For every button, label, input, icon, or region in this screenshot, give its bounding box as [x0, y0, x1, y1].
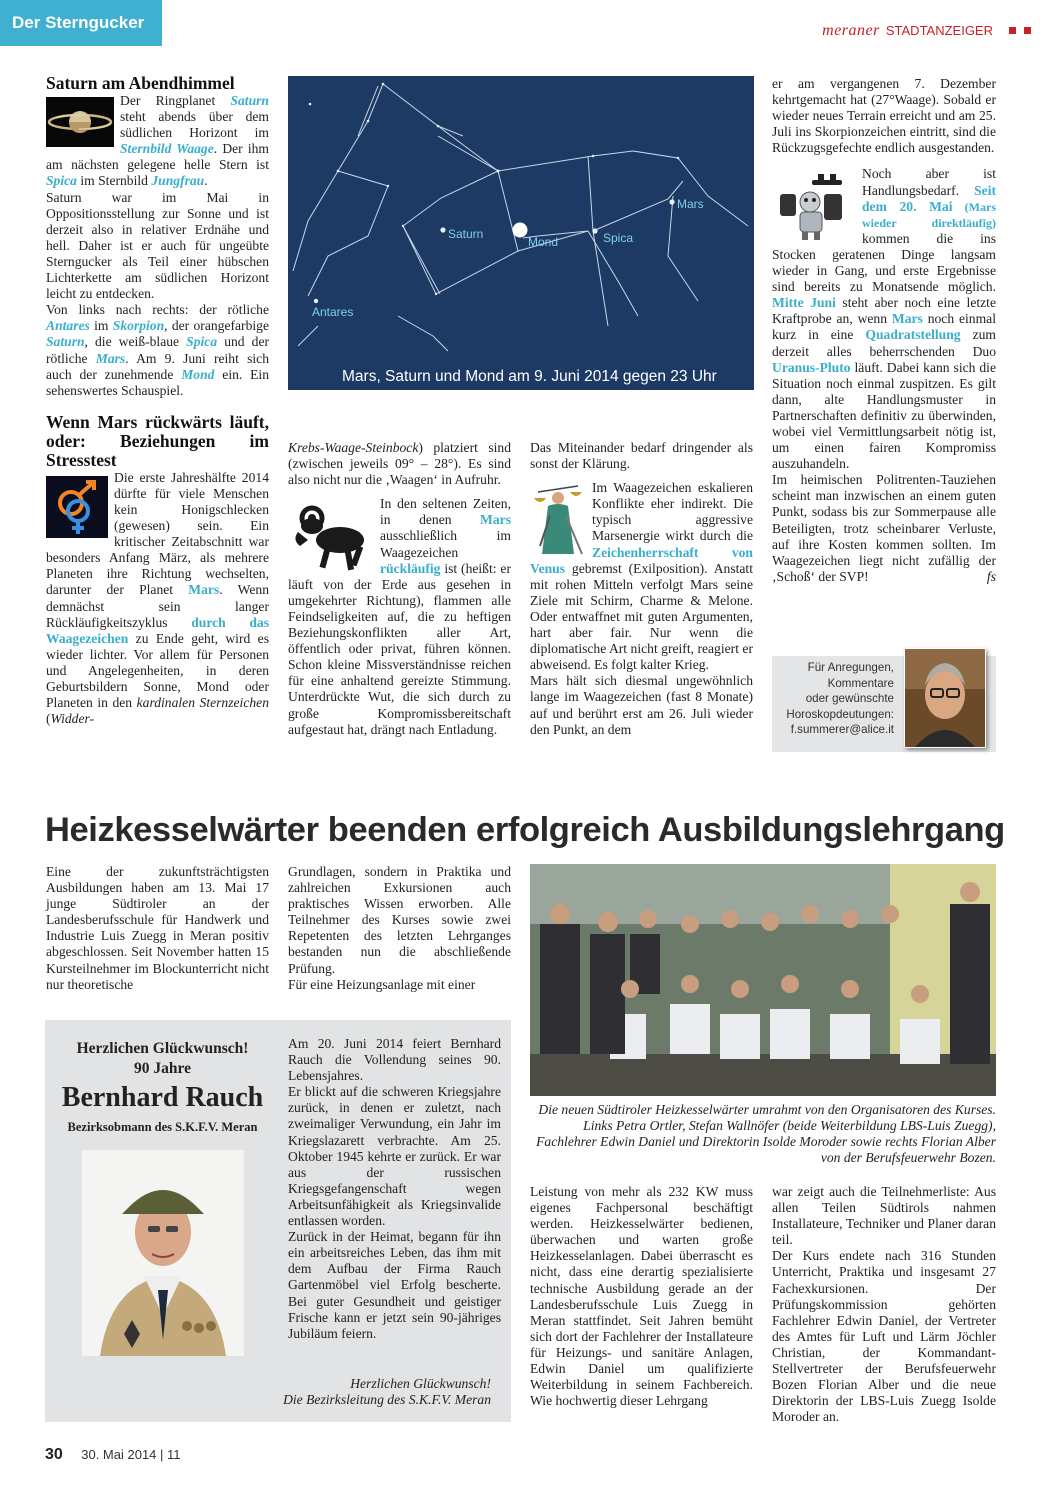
- para-col3-1: Das Miteinander bedarf dringender als sonst der Klärung.: [530, 440, 753, 472]
- sky-map-drawing: [288, 76, 754, 390]
- sky-label-spica: Spica: [603, 231, 634, 245]
- para-col2-1: Krebs-Waage-Steinbock) platziert sind (zwischen jeweils 09° – 28°). Es sind also nicht nur die ‚Waagen‘ in Aufruhr.: [288, 440, 511, 488]
- birthday-role: Bezirksobmann des S.K.F.V. Meran: [67, 1120, 258, 1134]
- bernhard-rauch-portrait: [82, 1150, 244, 1356]
- author-signature: fs: [986, 568, 996, 584]
- column-3: [530, 440, 753, 738]
- birthday-para-2: Er blickt auf die schweren Kriegsjahre zurück, in denen er zuletzt, nach zweimaliger Verwundung, ein Jahr im Kriegslazarett verbrachte. Am 25. Oktober 1945 kehrte er zurück. Er war aus der russischen Kriegsgefangenschaft wegen Arbeitsunfähigkeit als Kriegsinvalide entlassen worden.: [288, 1084, 501, 1229]
- article2-col1: [46, 864, 269, 993]
- article2-headline: Heizkesselwärter beenden erfolgreich Ausbildungslehrgang: [45, 811, 1005, 849]
- birthday-greeting: Herzlichen Glückwunsch!: [76, 1040, 249, 1057]
- birthday-age: 90 Jahre: [134, 1060, 191, 1077]
- sky-label-antares: Antares: [312, 305, 354, 319]
- brand-squares: [1009, 27, 1016, 34]
- headline-mars: Wenn Mars rückwärts läuft, oder: Beziehungen im Stresstest: [46, 411, 269, 470]
- article2-col2: [288, 864, 511, 993]
- saturn-image: [46, 97, 114, 147]
- brand-stadtanzeiger: STADTANZEIGER: [885, 23, 993, 38]
- para-col4-2: Noch aber ist Handlungsbedarf. Seit dem 20. Mai (Mars wieder direktläufig) kommen die ins Stocken geratenen Dinge langsam wieder in Gang, und erste Ergebnisse sind bereits zu Monatsende möglich. Mitte Juni steht aber noch eine letzte Kraftprobe an, wenn Mars noch einmal kurz in eine Quadratstellung zum derzeit alles beherrschenden Duo Uranus-Pluto läuft. Dabei kann sich die Situation noch einmal zuspitzen. Es gilt dann, alte Handlungsmuster in Partnerschaften definitiv zu überwinden, wobei viel Vermittlungsarbeit nötig ist, um einen fairen Kompromiss auszuhandeln.: [772, 166, 996, 472]
- libra-cartoon-image: [772, 166, 856, 242]
- contact-box: [772, 656, 996, 752]
- page-number: 30: [45, 1446, 63, 1463]
- birthday-text: [288, 1036, 501, 1342]
- article2-col3: [530, 1184, 753, 1409]
- brand-logo: [822, 22, 1031, 40]
- column-4: [772, 76, 996, 585]
- contact-line-3: oder gewünschte: [805, 692, 894, 705]
- sky-label-saturn: Saturn: [448, 227, 484, 241]
- birthday-sign-2: Die Bezirksleitung des S.K.F.V. Meran: [283, 1392, 491, 1408]
- group-photo: [530, 864, 996, 1096]
- para-col3-2: Im Waagezeichen eskalieren Konflikte eher indirekt. Die typisch aggressive Marsenergie wirkt durch die Zeichenherrschaft von Venus gebremst (Exilposition). Anstatt mit rohen Mitteln verfolgt Mars seine Ziele mit Schirm, Charme & Melone. Oder entwaffnet mit guten Argumenten, hart aber fair. Nur wenn die diplomatische Art nicht greift, reagiert er abweisend. Es folgt kalter Krieg.: [530, 480, 753, 673]
- venus-mars-symbol-image: [46, 476, 108, 538]
- article2-para-4: Leistung von mehr als 232 KW muss eigenes Fachpersonal beschäftigt werden. Heizkesselwärter bedienen, überwachen und warten große Heizkesselanlagen. Dabei überrascht es nicht, dass eine derartig spezialisierte technische Ausbildung gerade an der Landesberufsschule Luis Zuegg in Meran stattfindet. Seit Jahren bemüht sich dort der Fachlehrer der Installateure für Heizungs- und sanitäre Anlagen, Edwin Daniel um qualifizierte Weiterbildung in seinem Fachbereich. Wie hochwertig dieser Lehrgang: [530, 1184, 753, 1409]
- contact-line-4: Horoskopdeutungen:: [786, 707, 894, 721]
- birthday-sign-1: Herzlichen Glückwunsch!: [350, 1376, 491, 1391]
- birthday-para-1: Am 20. Juni 2014 feiert Bernhard Rauch die Vollendung seines 90. Lebensjahres.: [288, 1036, 501, 1084]
- headline-saturn: Saturn am Abendhimmel: [46, 73, 235, 93]
- birthday-box: [45, 1020, 511, 1422]
- para-saturn-3: Von links nach rechts: der rötliche Antares im Skorpion, der orangefarbige Saturn, die weiß-blaue Spica und der rötliche Mars. Am 9. Juni reiht sich auch der zunehmende Mond ein. Ein sehenswertes Schauspiel.: [46, 302, 270, 398]
- sky-map-caption: Mars, Saturn und Mond am 9. Juni 2014 gegen 23 Uhr: [342, 368, 717, 385]
- article2-para-1: Eine der zukunftsträchtigsten Ausbildungen haben am 13. Mai 17 junge Südtiroler an der Landesberufsschule für Handwerk und Industrie Luis Zuegg in Meran positiv abgeschlossen. Seit November hatten 15 Kursteilnehmer im Blockunterricht nicht nur theoretische: [46, 864, 269, 992]
- footer: [45, 1446, 181, 1468]
- contact-line-1: Für Anregungen,: [807, 661, 894, 674]
- section-tab: Der Sterngucker: [0, 0, 162, 46]
- article2-para-5: war zeigt auch die Teilnehmerliste: Aus allen Teilen Südtirols nahmen Installateure, Techniker und Planer daran teil.: [772, 1184, 996, 1248]
- issue-date: 30. Mai 2014 | 11: [81, 1447, 181, 1462]
- article2-para-6: Der Kurs endete nach 316 Stunden Unterricht, Praktika und insgesamt 27 Fachexkursionen. Der Prüfungskommission gehörten Fachlehrer Edwin Daniel, der Vertreter des Amtes für Luft und Lärm Jöchler Christian, der Kommandant-Stellvertreter der Berufsfeuerwehr Bozen Florian Alber und die neue Direktorin der LBS-Luis Zuegg Isolde Moroder an.: [772, 1248, 996, 1425]
- brand-meraner: meraner: [822, 22, 880, 39]
- para-col2-2: In den seltenen Zeiten, in denen Mars ausschließlich im Waagezeichen rückläufig ist (heißt: er läuft von der Erde aus gesehen in umgekehrter Richtung), flammen alle Feindseligkeiten auf, die zu heftigen Beziehungskonflikten aller Art, öffentlich oder privat, führen können. Schon kleine Missverständnisse reichen für eine anhaltend gereizte Stimmung. Unterdrückte Wut, die sich durch zu große Kompromissbereitschaft aufgestaut hat, drängt nach Entladung.: [288, 496, 511, 737]
- column-1: [46, 74, 269, 727]
- sky-label-mars: Mars: [677, 197, 704, 211]
- para-col4-1: er am vergangenen 7. Dezember kehrtgemacht hat (27°Waage). Sobald er wieder neues Terrain erreicht und am 25. Juli ins Skorpionzeichen eintritt, sind die Rückzugsgefechte endlich ausgestanden.: [772, 76, 996, 156]
- article2-col4: [772, 1184, 996, 1425]
- column-2: [288, 440, 511, 738]
- para-col3-3: Mars hält sich diesmal ungewöhnlich lange im Waagezeichen (fast 8 Monate) auf und berührt erst am 26. Juli wieder den Punkt, an dem: [530, 673, 753, 737]
- libra-justice-image: [530, 476, 586, 558]
- birthday-name: Bernhard Rauch: [61, 1082, 264, 1113]
- aries-ram-image: [288, 498, 374, 574]
- contact-email[interactable]: f.summerer@alice.it: [790, 723, 894, 736]
- photo-caption: Die neuen Südtiroler Heizkesselwärter umrahmt von den Organisatoren des Kurses. Links Petra Ortler, Stefan Wallnöfer (beide Weiterbildung LBS-Luis Zuegg), Fachlehrer Edwin Daniel und Direktorin Isolde Moroder sowie rechts Florian Alber von der Berufsfeuerwehr Bozen.: [536, 1102, 996, 1166]
- birthday-signature: [195, 1376, 491, 1408]
- para-col4-3: Im heimischen Politrenten-Tauziehen scheint man inzwischen an einem guten Punkt, sodass bis zur Sommerpause alle Beteiligten, trotz scheinbarer Verluste, auf ihre Kosten kommen sollten. Im Waagezeichen liegt nicht zufällig der ‚Schoß‘ der SVP! fs: [772, 472, 996, 584]
- contact-line-2: Kommentare: [827, 676, 894, 690]
- article2-para-3: Für eine Heizungsanlage mit einer: [288, 976, 476, 992]
- para-mars-1: Die erste Jahreshälfte 2014 dürfte für viele Menschen kein Honigschlecken (gewesen) sein. Ein kritischer Zeitabschnitt war besonders Anfang März, als mehrere Planeten ihre Richtung wechselten, darunter der Planet Mars. Wenn demnächst sein langer Rückläufigkeitszyklus durch das Waagezeichen zu Ende geht, wird es wieder lichter. Vor allem für Personen und Angelegenheiten, in deren Geburtsbildern Sonne, Mond oder Planeten in den kardinalen Sternzeichen (Widder-: [46, 469, 269, 727]
- sky-label-mond: Mond: [528, 235, 559, 249]
- para-saturn-1: Der Ringplanet Saturn steht abends über dem südlichen Horizont im Sternbild Waage. Der ihm am nächsten gelegene helle Stern ist Spica im Sternbild Jungfrau.: [46, 93, 269, 189]
- author-photo: [904, 648, 986, 748]
- article2-para-2: Grundlagen, sondern in Praktika und zahlreichen Exkursionen auch praktisches Wissen erworben. Alle Teilnehmer des Kurses sowie zwei Repetenten des letzten Lehrganges bestanden nun die abschließende Prüfung.: [288, 864, 511, 976]
- birthday-para-3: Zurück in der Heimat, begann für ihn ein arbeitsreiches Leben, das ihm mit dem Aufbau der Firma Rauch Gartenmöbel viel Erfolg bescherte. Bei guter Gesundheit und geistiger Frische kann er jetzt sein 90-jähriges Jubiläum feiern.: [288, 1229, 501, 1341]
- sky-map: [288, 76, 754, 390]
- para-saturn-2: Saturn war im Mai in Oppositionsstellung zur Sonne und ist derzeit also in relativer Erdnähe und hell. Daher ist er auch für ungeübte Sterngucker als Teil einer hübschen Lichterkette am südlichen Horizont leicht zu entdecken.: [46, 189, 269, 302]
